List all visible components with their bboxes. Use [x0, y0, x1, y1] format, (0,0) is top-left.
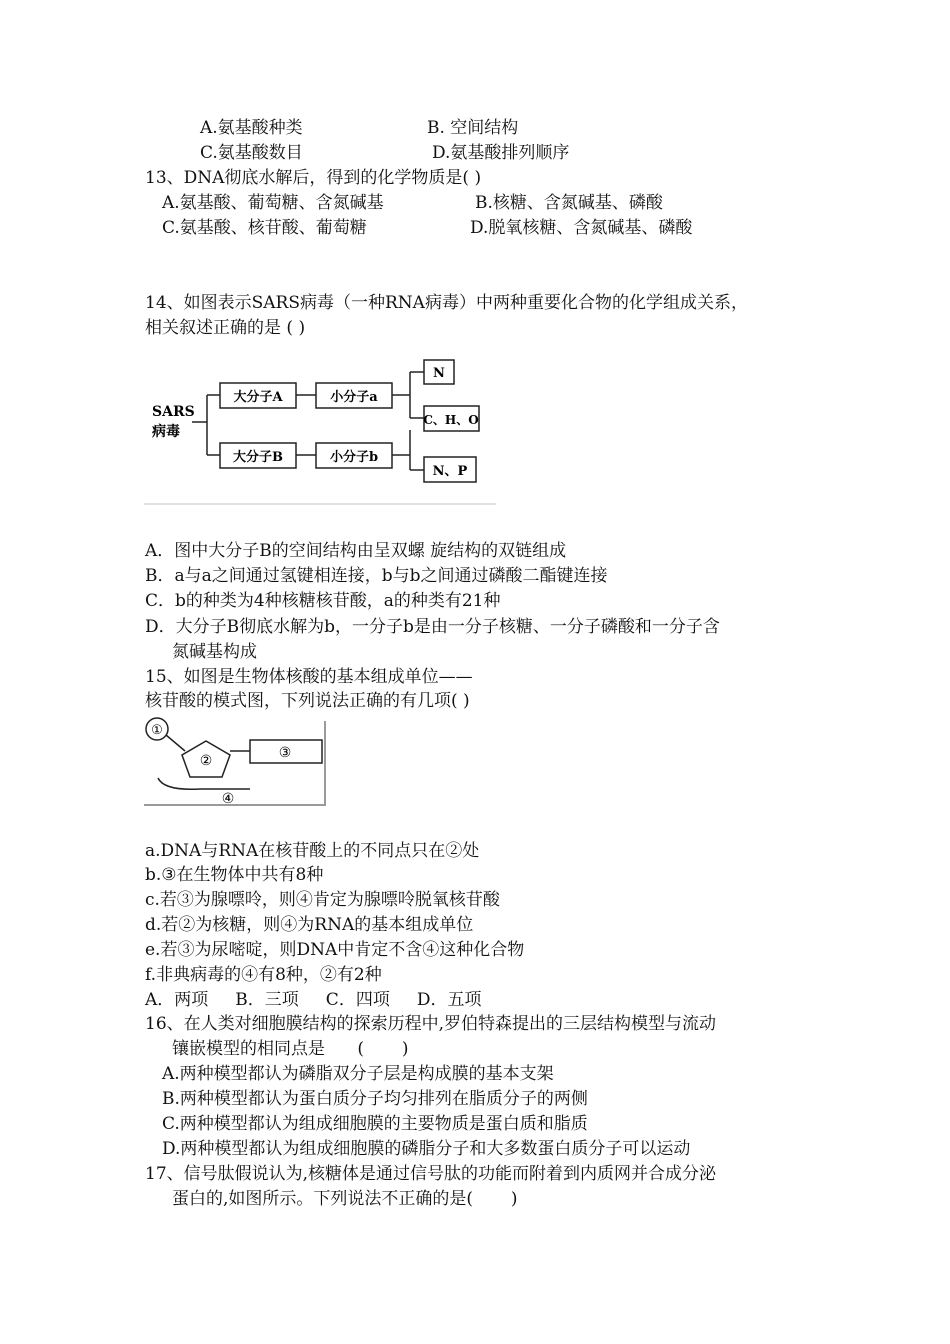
element-n-label: N	[433, 366, 445, 381]
q16-option-a: A.两种模型都认为磷脂双分子层是构成膜的基本支架	[162, 1064, 554, 1084]
element-np-label: N、P	[432, 464, 468, 479]
q15-stem-line2: 核苷酸的模式图，下列说法正确的有几项( )	[145, 691, 470, 711]
q13-option-d: D.脱氧核糖、含氮碱基、磷酸	[470, 218, 693, 238]
element-cho-label: C、H、O	[423, 413, 479, 427]
q12-option-a: A.氨基酸种类	[200, 118, 303, 138]
virus-label-line2: 病毒	[152, 424, 180, 440]
q16-option-d: D.两种模型都认为组成细胞膜的磷脂分子和大多数蛋白质分子可以运动	[162, 1139, 691, 1159]
small-a-label: 小分子a	[330, 390, 378, 405]
nucleotide-bracket	[158, 778, 250, 789]
q15-item-f: f.非典病毒的④有8种，②有2种	[145, 965, 382, 985]
q14-stem-line2: 相关叙述正确的是 ( )	[145, 318, 306, 338]
q14-option-d-line2: 氮碱基构成	[172, 642, 257, 662]
q15-item-b: b.③在生物体中共有8种	[145, 865, 324, 885]
q14-option-c: C．b的种类为4种核糖核苷酸，a的种类有21种	[145, 591, 501, 611]
q16-stem-line2: 镶嵌模型的相同点是 ( )	[172, 1039, 409, 1059]
q13-option-a: A.氨基酸、葡萄糖、含氮碱基	[162, 193, 384, 213]
macro-a-label: 大分子A	[233, 390, 283, 405]
q13-option-c: C.氨基酸、核苷酸、葡萄糖	[162, 218, 367, 238]
q15-item-e: e.若③为尿嘧啶，则DNA中肯定不含④这种化合物	[145, 940, 525, 960]
q14-stem-line1: 14、如图表示SARS病毒（一种RNA病毒）中两种重要化合物的化学组成关系，	[145, 293, 748, 313]
q17-stem-line2: 蛋白的,如图所示。下列说法不正确的是( )	[172, 1189, 518, 1209]
q13-stem: 13、DNA彻底水解后，得到的化学物质是( )	[145, 168, 482, 188]
q16-option-c: C.两种模型都认为组成细胞膜的主要物质是蛋白质和脂质	[162, 1114, 588, 1134]
q15-options: A．两项 B．三项 C．四项 D．五项	[145, 990, 482, 1010]
q14-option-d-line1: D．大分子B彻底水解为b，一分子b是由一分子核糖、一分子磷酸和一分子含	[145, 617, 720, 637]
nucleotide-model-diagram	[140, 715, 330, 810]
q15-stem-line1: 15、如图是生物体核酸的基本组成单位——	[145, 667, 473, 687]
q16-option-b: B.两种模型都认为蛋白质分子均匀排列在脂质分子的两侧	[162, 1089, 588, 1109]
q14-option-a: A．图中大分子B的空间结构由呈双螺 旋结构的双链组成	[145, 541, 567, 561]
q15-item-d: d.若②为核糖，则④为RNA的基本组成单位	[145, 915, 474, 935]
q15-item-a: a.DNA与RNA在核苷酸上的不同点只在②处	[145, 841, 480, 861]
small-b-label: 小分子b	[329, 450, 379, 465]
q17-stem-line1: 17、信号肽假说认为,核糖体是通过信号肽的功能而附着到内质网并合成分泌	[145, 1164, 717, 1184]
phosphate-label: ①	[151, 723, 163, 738]
sars-composition-diagram	[140, 350, 500, 510]
virus-label-line1: SARS	[152, 404, 195, 420]
nucleotide-label: ④	[221, 791, 235, 807]
base-label: ③	[278, 745, 292, 761]
q14-option-b: B．a与a之间通过氢键相连接，b与b之间通过磷酸二酯键连接	[145, 566, 608, 586]
q12-option-d: D.氨基酸排列顺序	[432, 143, 570, 163]
q15-item-c: c.若③为腺嘌呤，则④肯定为腺嘌呤脱氧核苷酸	[145, 890, 500, 910]
sugar-label: ②	[199, 753, 213, 769]
q13-option-b: B.核糖、含氮碱基、磷酸	[475, 193, 663, 213]
q12-option-b: B. 空间结构	[427, 118, 519, 138]
q16-stem-line1: 16、在人类对细胞膜结构的探索历程中,罗伯特森提出的三层结构模型与流动	[145, 1014, 717, 1034]
q12-option-c: C.氨基酸数目	[200, 143, 303, 163]
macro-b-label: 大分子B	[233, 450, 283, 465]
